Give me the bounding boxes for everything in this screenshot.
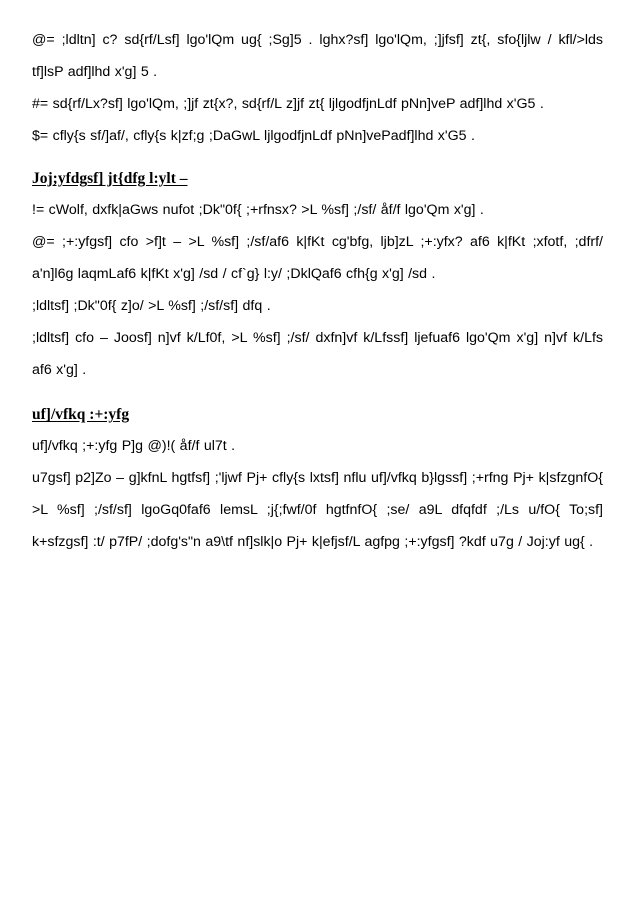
document-page (32, 24, 603, 558)
paragraph-s2-2: @= ;+:yfgsf] cfo >f]t – >L %sf] ;/sf/af6 k|fKt cg'bfg, ljb]zL ;+:yfx? af6 k|fKt ;xfotf, ;dfrf/ a'n]l6g laqmLaf6 k|fKt x'g] /sd / cf`g} l:y/ ;DklQaf6 cfh{g x'g] /sd . (32, 234, 603, 282)
paragraph-s2-3: ;ldltsf] ;Dk"0f{ z]o/ >L %sf] ;/sf/sf] dfq . (32, 298, 271, 314)
section-gap (32, 386, 603, 400)
paragraph-s1-2: @= ;ldltn] c? sd{rf/Lsf] lgo'lQm ug{ ;Sg]5 . lghx?sf] lgo'lQm, ;]jfsf] zt{, sfo{ljlw / kfl/>lds tf]lsP adf]lhd x'g] 5 . (32, 32, 603, 80)
section-heading-current-status: Joj;yfdgsf] jt{dfg l:ylt – (32, 170, 188, 187)
paragraph-s1-4: $= cfly{s sf/]af/, cfly{s k|zf;g ;DaGwL ljlgodfjnLdf pNn]vePadf]lhd x'G5 . (32, 128, 475, 144)
paragraph-s3-2: u7gsf] p2]Zo – g]kfnL hgtfsf] ;'ljwf Pj+ cfly{s lxtsf] nflu uf]/vfkq b}lgssf] ;+rfng Pj+ k|sfzgnfO{ >L %sf] ;/sf/sf] lgoGq0faf6 lemsL ;j{;fwf/0f hgtfnfO{ ;se/ a9L dfqfdf ;/Ls u/fO{ To;sf] k+sfzgsf] :t/ p7fP/ ;dofg's"n a9\tf nf]slk|o Pj+ k|efjsf/L agfpg ;+:yfgsf] ?kdf u7g / Joj:yf ug{ . (32, 470, 603, 550)
paragraph-s2-1: != cWolf, dxfk|aGws nufot ;Dk"0f{ ;+rfnsx? >L %sf] ;/sf/ åf/f lgo'Qm x'g] . (32, 202, 484, 218)
paragraph-s1-3: #= sd{rf/Lx?sf] lgo'lQm, ;]jf zt{x?, sd{rf/L z]jf zt{ ljlgodfjnLdf pNn]veP adf]lhd x'G5 . (32, 96, 544, 112)
section-heading-gorkhapatra: uf]/vfkq :+:yfg (32, 406, 130, 423)
paragraph-s3-1: uf]/vfkq ;+:yfg P]g @)!( åf/f ul7t . (32, 438, 236, 454)
paragraph-s2-4: ;ldltsf] cfo – Joosf] n]vf k/Lf0f, >L %sf] ;/sf/ dxfn]vf k/Lfssf] ljefuaf6 lgo'Qm x'g] n]vf k/Lfs af6 x'g] . (32, 330, 603, 378)
section-gap (32, 152, 603, 164)
